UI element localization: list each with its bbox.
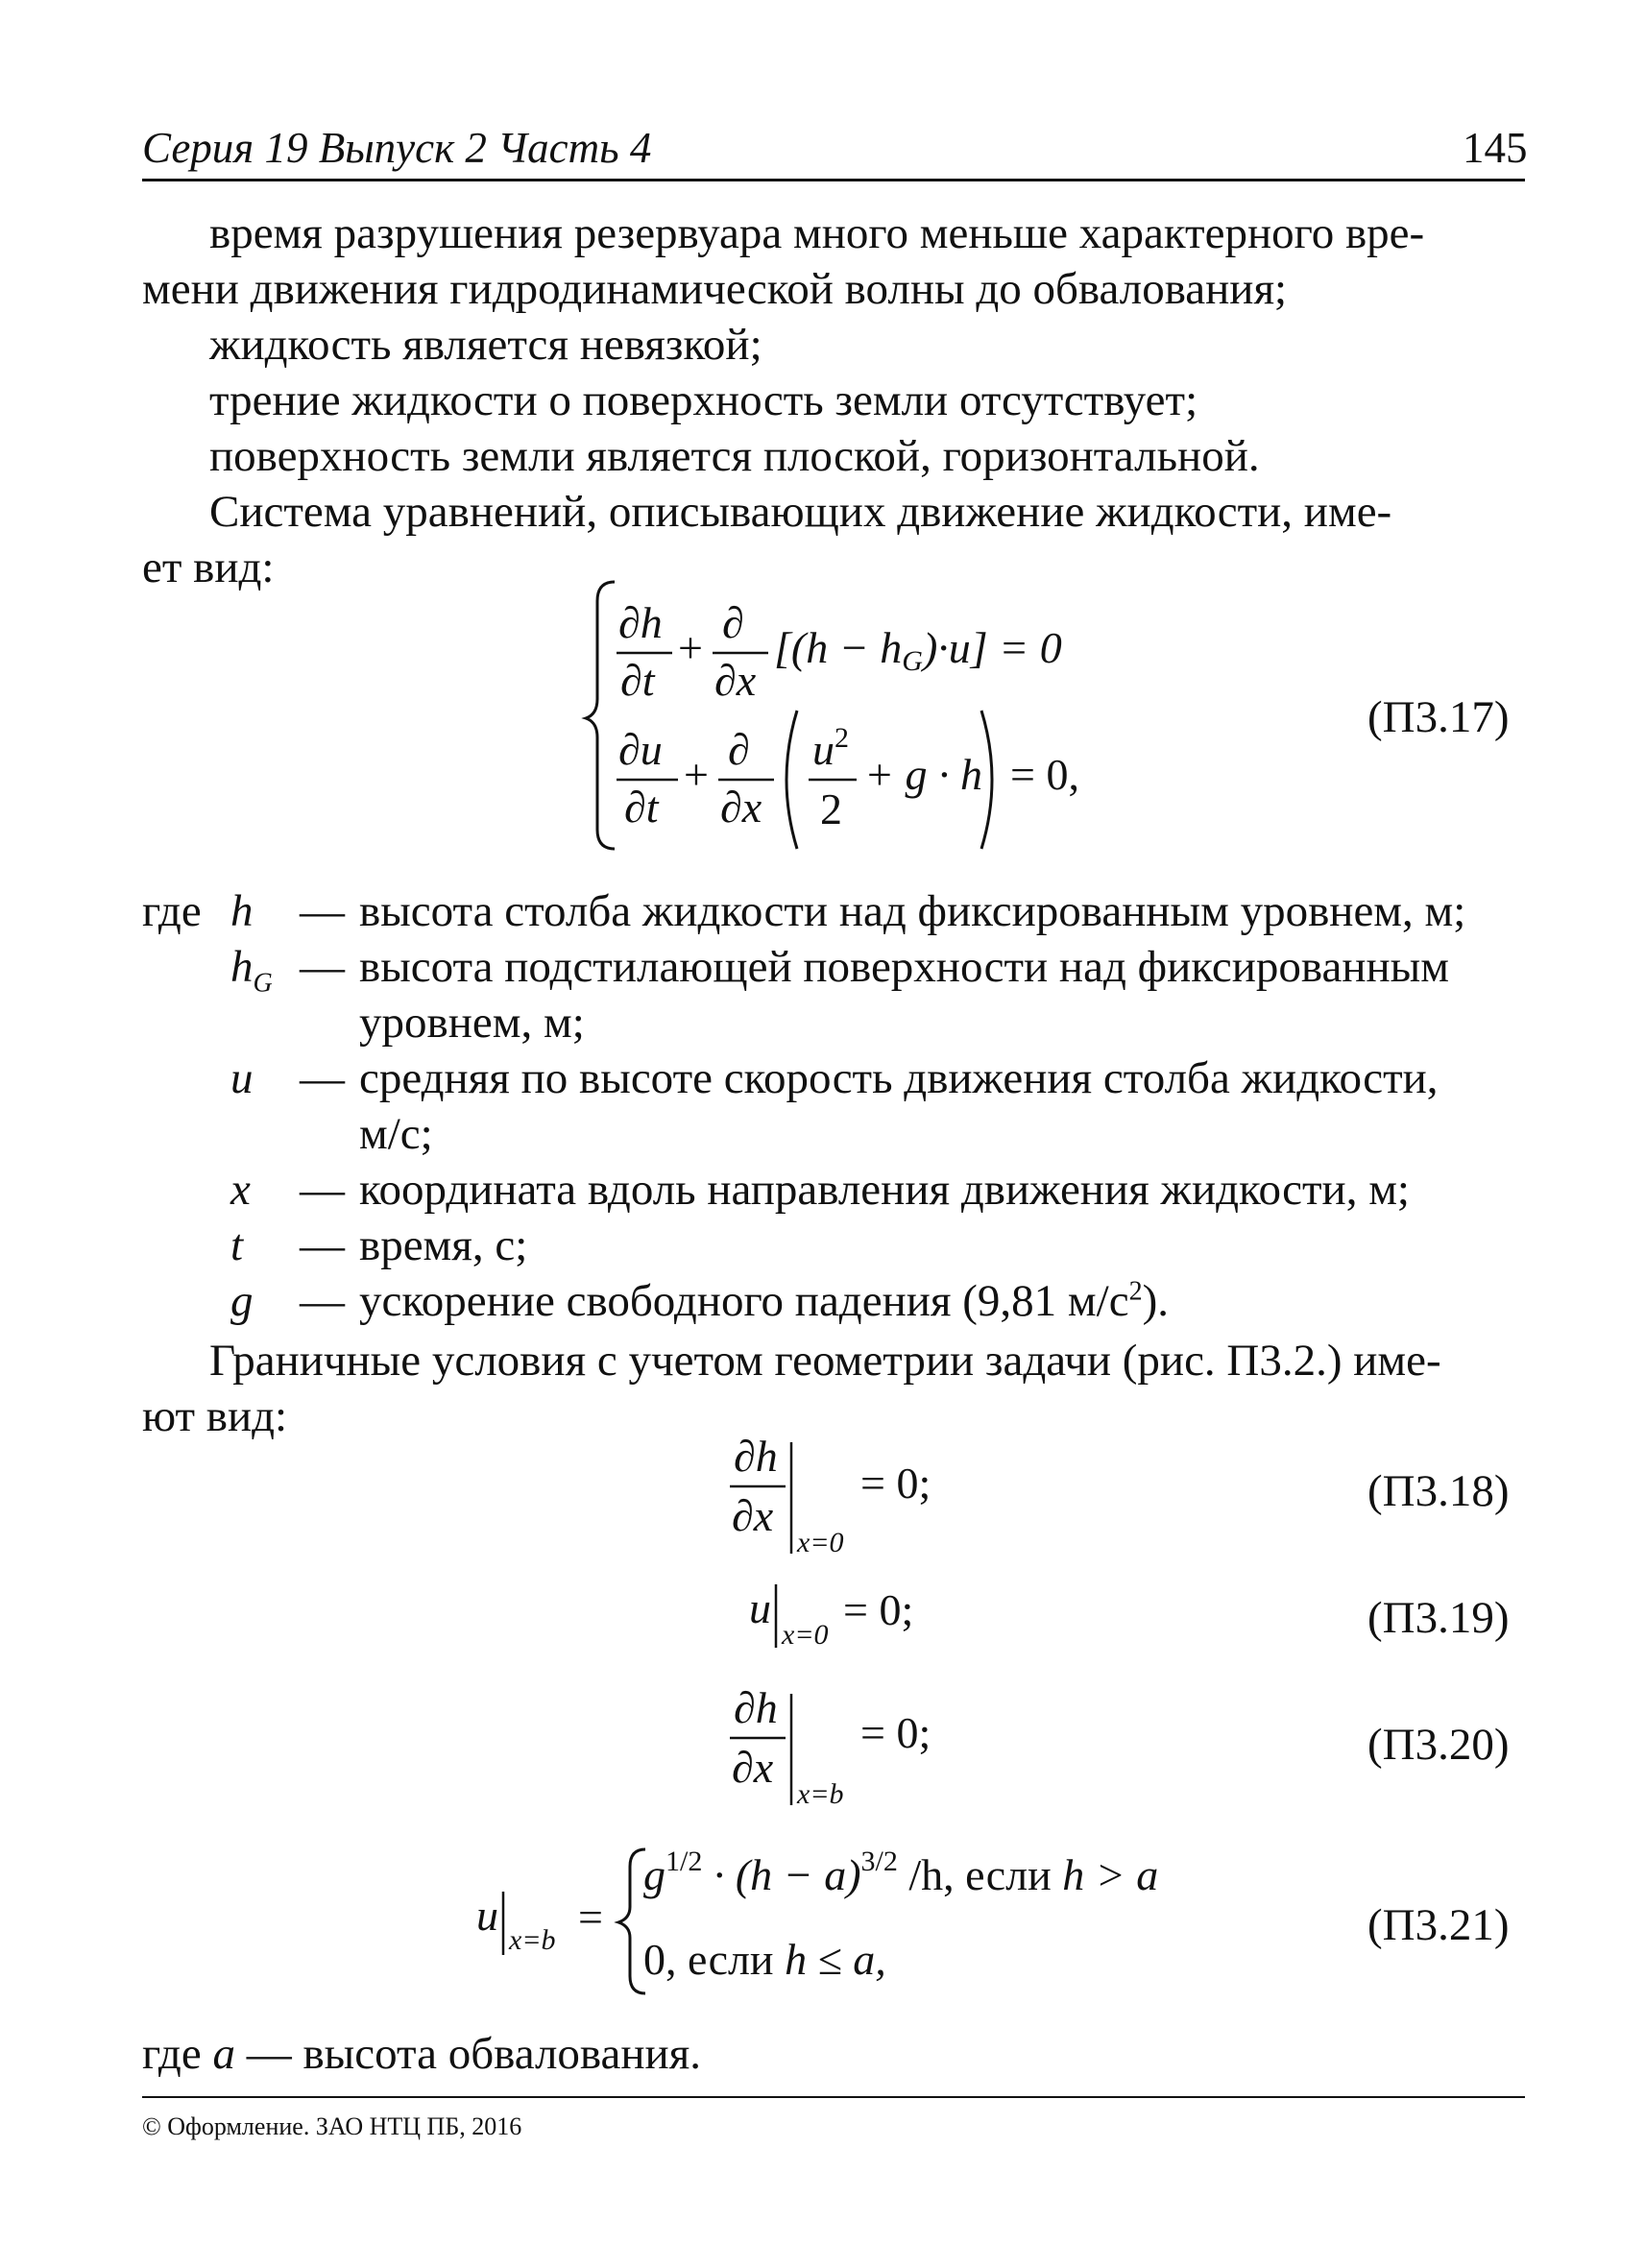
def-dash: — [300,1220,345,1270]
paragraph-line: время разрушения резервуара много меньше характерного вре- [209,208,1425,258]
left-brace-eq21 [618,1849,645,1993]
def-text: средняя по высоте скорость движения столба жидкости, [359,1053,1439,1103]
eq17-row1-body: [(h − hG)·u] = 0 [774,623,1062,677]
eq18-num: ∂h [734,1432,778,1481]
eq17-d: ∂ [722,598,744,647]
final-line: где a — высота обвалования. [142,2029,702,2079]
eq21-row1: $g^{1/2} \cdot (h - a)^{3/2}$ /h, если h > a [643,1846,1159,1899]
def-symbol: h [230,886,254,936]
def-dash: — [300,1165,345,1215]
paragraph-line: Система уравнений, описывающих движение жидкости, име- [209,487,1392,537]
eq17-dx: ∂x [714,656,757,705]
equation-number-20: (П3.20) [1367,1720,1510,1770]
paragraph-line: поверхность земли является плоской, горизонтальной. [209,431,1260,481]
paragraph-line: ет вид: [142,543,275,592]
def-symbol: g [230,1276,254,1326]
eq17-dx2: ∂x [720,783,762,832]
def-symbol: x [230,1165,251,1215]
eq17-plus: + [678,623,703,672]
eq17-dh: ∂h [618,598,663,647]
eq17-plus2: + [684,750,709,799]
equation-number-17: (П3.17) [1367,692,1510,742]
paragraph-line: ют вид: [142,1391,288,1441]
paragraph-line: трение жидкости о поверхность земли отсутствует; [209,375,1198,425]
eq17-row2-end: = 0, [1010,750,1079,799]
def-text: координата вдоль направления движения жидкости, м; [359,1165,1410,1215]
eq18-den: ∂x [732,1491,774,1540]
eq21-lhs: u [476,1891,498,1940]
paragraph-line: Граничные условия с учетом геометрии задачи (рис. П3.2.) име- [209,1336,1441,1386]
eq19-rhs: = 0; [843,1585,914,1634]
eq18-rhs: = 0; [860,1459,931,1508]
def-text: время, с; [359,1220,528,1270]
def-dash: — [300,942,345,992]
page-number: 145 [1463,124,1528,172]
eq19-sub: x=0 [782,1619,829,1651]
def-text: высота подстилающей поверхности над фиксированным [359,942,1449,992]
def-symbol: t [230,1220,244,1270]
eq19-lhs: u [749,1583,771,1632]
eq20-rhs: = 0; [860,1708,931,1757]
equation-number-21: (П3.21) [1367,1900,1510,1950]
footer-copyright: © Оформление. ЗАО НТЦ ПБ, 2016 [142,2112,522,2140]
paragraph-line: мени движения гидродинамической волны до обвалования; [142,264,1288,314]
equation-number-19: (П3.19) [1367,1593,1510,1643]
eq18-sub: x=0 [797,1527,844,1558]
eq21-eq: = [578,1893,603,1942]
def-dash: — [300,886,345,936]
eq17-row2-mid: + g · h [864,750,983,799]
running-header: Серия 19 Выпуск 2 Часть 4 [142,124,652,172]
def-text-cont: уровнем, м; [359,998,585,1048]
def-dash: — [300,1053,345,1103]
def-dash: — [300,1276,345,1326]
footer-rule [142,2096,1525,2098]
eq17-u2: $u^2$ [812,722,849,774]
left-brace-eq17 [586,582,615,849]
eq17-two: 2 [820,784,842,833]
eq20-sub: x=b [797,1778,844,1810]
eq17-d2: ∂ [728,725,750,774]
eq21-row2: 0, если h ≤ a, [643,1935,886,1984]
def-symbol: $h_G$ [230,942,273,999]
eq21-sub: x=b [509,1924,556,1956]
def-text: высота столба жидкости над фиксированным уровнем, м; [359,886,1466,936]
def-text: ускорение свободного падения (9,81 $м/с^2$). [359,1276,1169,1326]
eq17-dt: ∂t [620,656,655,705]
definitions-where: где [142,886,202,936]
eq20-num: ∂h [734,1683,778,1732]
def-symbol: u [230,1053,254,1103]
eq17-dt2: ∂t [624,783,659,832]
equation-number-18: (П3.18) [1367,1466,1510,1516]
eq20-den: ∂x [732,1743,774,1792]
eq17-du: ∂u [618,725,663,774]
def-text-cont: м/с; [359,1109,433,1159]
paragraph-line: жидкость является невязкой; [209,320,762,370]
